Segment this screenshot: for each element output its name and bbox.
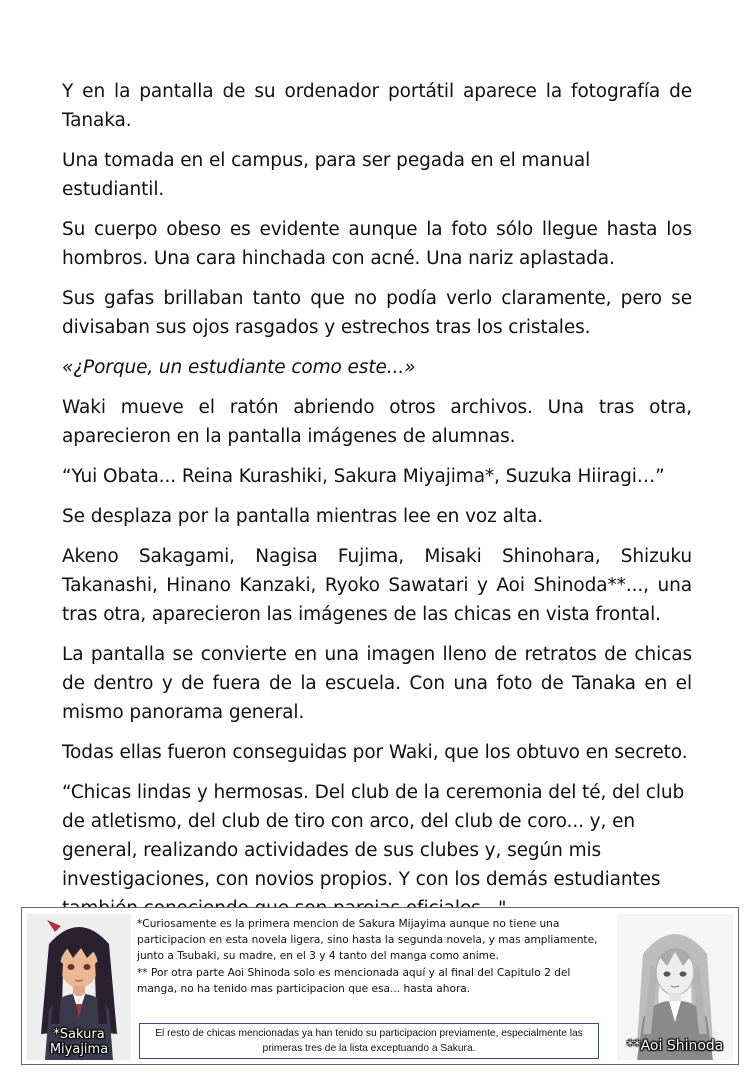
footnote-text	[137, 916, 607, 997]
body-text	[62, 77, 692, 934]
boxed-note: El resto de chicas mencionadas ya han tenido su participacion previamente, especialmente las primeras tres de la lista exceptuando a Sakura.	[139, 1023, 599, 1059]
paragraph: Se desplaza por la pantalla mientras lee en voz alta.	[62, 506, 543, 527]
paragraph: Akeno Sakagami, Nagisa Fujima, Misaki Shinohara, Shizuku Takanashi, Hinano Kanzaki, Ryoko Sawatari y Aoi Shinoda**..., una tras otra, aparecieron las imágenes de las chicas en vista frontal.	[62, 546, 692, 625]
aoi-portrait	[617, 914, 733, 1060]
paragraph: Sus gafas brillaban tanto que no podía verlo claramente, pero se divisaban sus ojos rasgados y estrechos tras los cristales.	[62, 288, 692, 338]
paragraph: Waki mueve el ratón abriendo otros archivos. Una tras otra, aparecieron en la pantalla imágenes de alumnas.	[62, 397, 692, 447]
footnote-1: *Curiosamente es la primera mencion de Sakura Mijayima aunque no tiene una participacion en esta novela ligera, sino hasta la segunda novela, y mas ampliamente, junto a Tsubaki, su madre, en el 3 y 4 tanto del manga como anime.	[137, 918, 598, 963]
paragraph-dialogue: “Chicas lindas y hermosas. Del club de la ceremonia del té, del club de atletismo, del club de tiro con arco, del club de coro... y, en general, realizando actividades de sus clubes y, según mis investigaciones, con novios propios. Y con los demás estudiantes	[62, 782, 685, 890]
sakura-portrait	[27, 914, 131, 1060]
footnote-box	[21, 907, 739, 1065]
aoi-label: **Aoi Shinoda	[626, 1038, 724, 1054]
sakura-label	[27, 1027, 131, 1057]
paragraph-dialogue: “Yui Obata... Reina Kurashiki, Sakura Miyajima*, Suzuka Hiiragi…”	[62, 466, 665, 487]
label-line: *Sakura	[53, 1027, 105, 1042]
paragraph: Su cuerpo obeso es evidente aunque la foto sólo llegue hasta los hombros. Una cara hinchada con acné. Una nariz aplastada.	[62, 219, 692, 269]
paragraph: Una tomada en el campus, para ser pegada en el manual estudiantil.	[62, 150, 591, 200]
paragraph: La pantalla se convierte en una imagen lleno de retratos de chicas de dentro y de fuera de la escuela. Con una foto de Tanaka en el mismo panorama general.	[62, 644, 692, 723]
footnote-2: ** Por otra parte Aoi Shinoda solo es mencionada aquí y al final del Capitulo 2 del manga, no ha tenido mas participacion que esa... hasta ahora.	[137, 966, 571, 995]
paragraph: Y en la pantalla de su ordenador portátil aparece la fotografía de Tanaka.	[62, 81, 692, 131]
label-line: Miyajima	[49, 1042, 109, 1057]
paragraph-thought: «¿Porque, un estudiante como este...»	[62, 357, 416, 378]
paragraph: Todas ellas fueron conseguidas por Waki, que los obtuvo en secreto.	[62, 742, 688, 763]
